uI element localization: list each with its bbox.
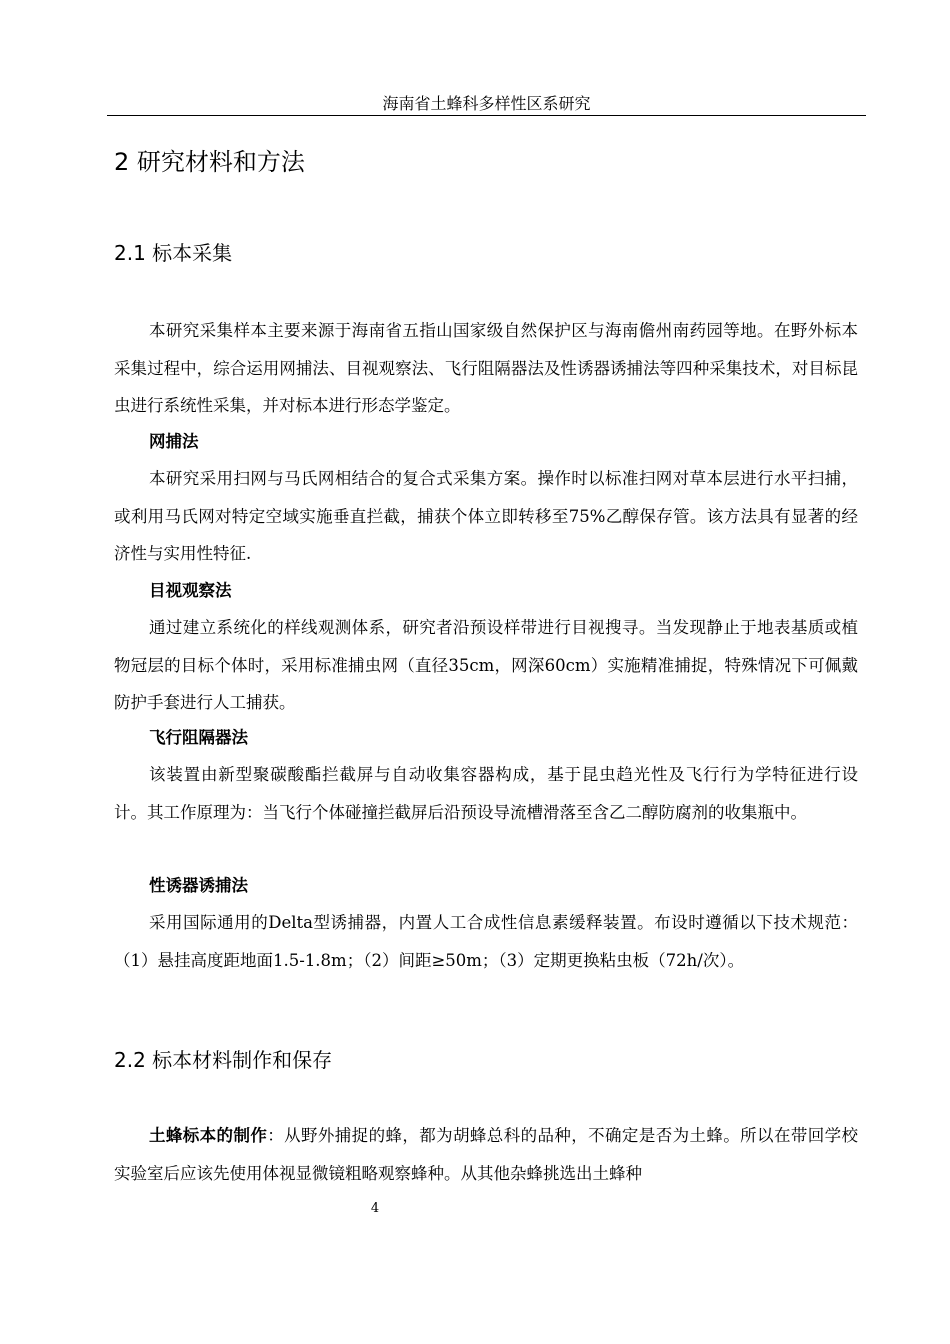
method-net-capture-text: 本研究采用扫网与马氏网相结合的复合式采集方案。操作时以标准扫网对草本层进行水平扫捕，或利用马氏网对特定空域实施垂直拦截，捕获个体立即转移至75%乙醇保存管。该方法具有显著的经济性与实用性特征. (114, 469, 858, 563)
page-number: 4 (370, 1201, 380, 1216)
method-flight-intercept-title: 飞行阻隔器法 (149, 728, 248, 747)
section-2-2-lead: 土蜂标本的制作 (149, 1126, 268, 1145)
section-2-2-text (114, 1117, 858, 1192)
method-visual-observation-text: 通过建立系统化的样线观测体系，研究者沿预设样带进行目视搜寻。当发现静止于地表基质或植物冠层的目标个体时，采用标准捕虫网（直径35cm，网深60cm）实施精准捕捉，特殊情况下可佩戴防护手套进行人工捕获。 (114, 618, 858, 712)
section-2-2-body: ：从野外捕捉的蜂，都为胡蜂总科的品种，不确定是否为土蜂。所以在带回学校实验室后应该先使用体视显微镜粗略观察蜂种。从其他杂蜂挑选出土蜂种 (114, 1126, 859, 1183)
method-visual-observation-title: 目视观察法 (149, 581, 232, 600)
section-2-1-title: 2.1 标本采集 (114, 241, 233, 265)
method-net-capture-title: 网捕法 (149, 432, 199, 451)
section-2-1-intro: 本研究采集样本主要来源于海南省五指山国家级自然保护区与海南儋州南药园等地。在野外标本采集过程中，综合运用网捕法、目视观察法、飞行阻隔器法及性诱器诱捕法等四种采集技术，对目标昆虫进行系统性采集，并对标本进行形态学鉴定。 (114, 321, 858, 415)
header-rule (107, 115, 866, 116)
method-flight-intercept-text: 该装置由新型聚碳酸酯拦截屏与自动收集容器构成，基于昆虫趋光性及飞行行为学特征进行设计。其工作原理为：当飞行个体碰撞拦截屏后沿预设导流槽滑落至含乙二醇防腐剂的收集瓶中。 (114, 765, 858, 822)
running-header: 海南省土蜂科多样性区系研究 (382, 94, 591, 113)
method-pheromone-trap-text: 采用国际通用的Delta型诱捕器，内置人工合成性信息素缓释装置。布设时遵循以下技术规范：（1）悬挂高度距地面1.5-1.8m；（2）间距≥50m；（3）定期更换粘虫板（72h/次）。 (114, 913, 858, 970)
chapter-title: 2 研究材料和方法 (114, 148, 305, 176)
method-pheromone-trap-title: 性诱器诱捕法 (149, 876, 248, 895)
section-2-2-title: 2.2 标本材料制作和保存 (114, 1048, 333, 1072)
